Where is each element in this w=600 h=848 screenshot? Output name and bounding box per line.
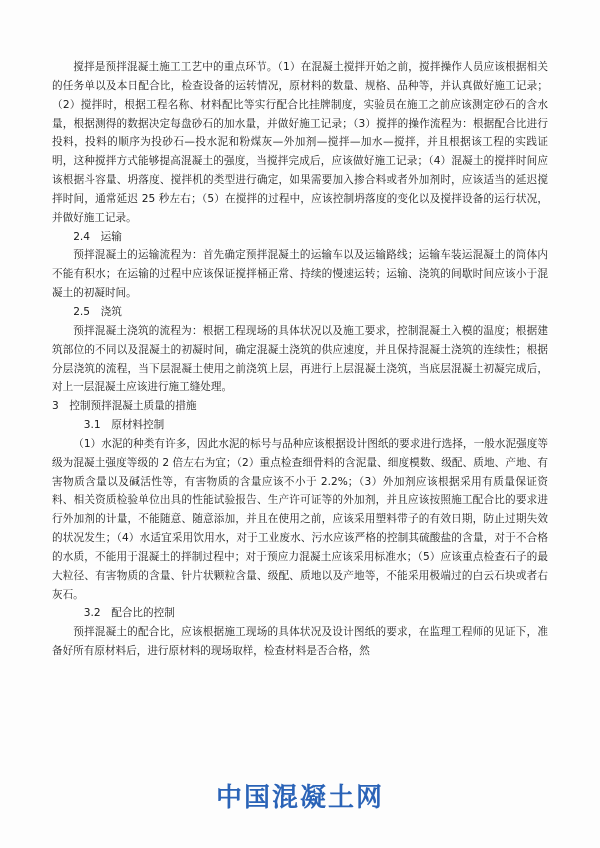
paragraph-pouring: 预拌混凝土浇筑的流程为：根据工程现场的具体状况以及施工要求，控制混凝土入模的温度；根据建筑部位的不同以及混凝土的初凝时间，确定混凝土浇筑的供应速度，并且保持混凝土浇筑的连续性；根据分层浇筑的流程，当下层混凝土使用之前浇筑上层，再进行上层混凝土浇筑，当底层混凝土初凝完成后，对上一层混凝土应该进行施工缝处理。 (52, 324, 548, 394)
heading-3-2-mix-ratio: 3.2 配合比的控制 (83, 607, 175, 620)
paragraph-mixing: 搅拌是预拌混凝土施工工艺中的重点环节。（1）在混凝土搅拌开始之前，搅拌操作人员应该根据相关的任务单以及本日配合比，检查设备的运转情况，原材料的数量、规格、品种等，并认真做好施工记录；（2）搅拌时，根据工程名称、材料配比等实行配合比挂牌制度，实验员在施工之前应该测定砂石的含水量，根据测得的数据决定每盘砂石的加水量，并做好施工记录；（3）搅拌的操作流程为：根据配合比进行投料，投料的顺序为投砂石—投水泥和粉煤灰—外加剂—搅拌—加水—搅拌，并且根据该工程的实践证明，这种搅拌方式能够提高混凝土的强度，当搅拌完成后，应该做好施工记录；（4）混凝土的搅拌时间应该根据斗容量、坍落度、搅拌机的类型进行确定，如果需要加入掺合料或者外加剂时，应该适当的延迟搅拌时间，通常延迟 25 秒左右；（5）在搅拌的过程中，应该控制坍落度的变化以及搅拌设备的运行状况，并做好施工记录。 (52, 61, 548, 224)
paragraph-transport: 预拌混凝土的运输流程为：首先确定预拌混凝土的运输车以及运输路线；运输车装运混凝土的筒体内不能有积水；在运输的过程中应该保证搅拌桶正常、持续的慢速运转；运输、浇筑的间歇时间应该小于混凝土的初凝时间。 (52, 249, 548, 300)
paragraph-raw-material: （1）水泥的种类有许多，因此水泥的标号与品种应该根据设计图纸的要求进行选择，一般水泥强度等级为混凝土强度等级的 2 倍左右为宜；（2）重点检查细骨料的含泥量、细度模数、级配、质地、产地、有害物质含量以及碱活性等，有害物质的含量应该不小于 2.2%；（3）外加剂应该根据采用有质量保证资料、相关资质检验单位出具的性能试验报告、生产许可证等的外加剂，并且应该按照施工配合比的要求进行外加剂的计量，不能随意、随意添加，并且在使用之前，应该采用塑料带子的有效日期，防止过期失效的状况发生；（4）水适宜采用饮用水，对于工业废水、污水应该严格的控制其硫酸盐的含量，对于不合格的水质，不能用于混凝土的拌制过程中；对于预应力混凝土应该采用标准水；（5）应该重点检查石子的最大粒径、有害物质的含量、针片状颗粒含量、级配、质地以及产地等，不能采用极端过的白云石块或者右灰石。 (52, 437, 548, 601)
heading-3-1-raw-material: 3.1 原材料控制 (83, 419, 165, 432)
document-body (52, 58, 548, 661)
heading-2-5-pouring: 2.5 浇筑 (73, 305, 122, 318)
watermark-text: 中国混凝土网 (215, 783, 384, 813)
heading-2-4-transport: 2.4 运输 (73, 230, 122, 243)
paragraph-mix-ratio: 预拌混凝土的配合比，应该根据施工现场的具体状况及设计图纸的要求，在监理工程师的见证下，准备好所有原材料后，进行原材料的现场取样，检查材料是否合格，然 (52, 626, 548, 658)
heading-3-quality-measures: 3 控制预拌混凝土质量的措施 (52, 400, 197, 413)
